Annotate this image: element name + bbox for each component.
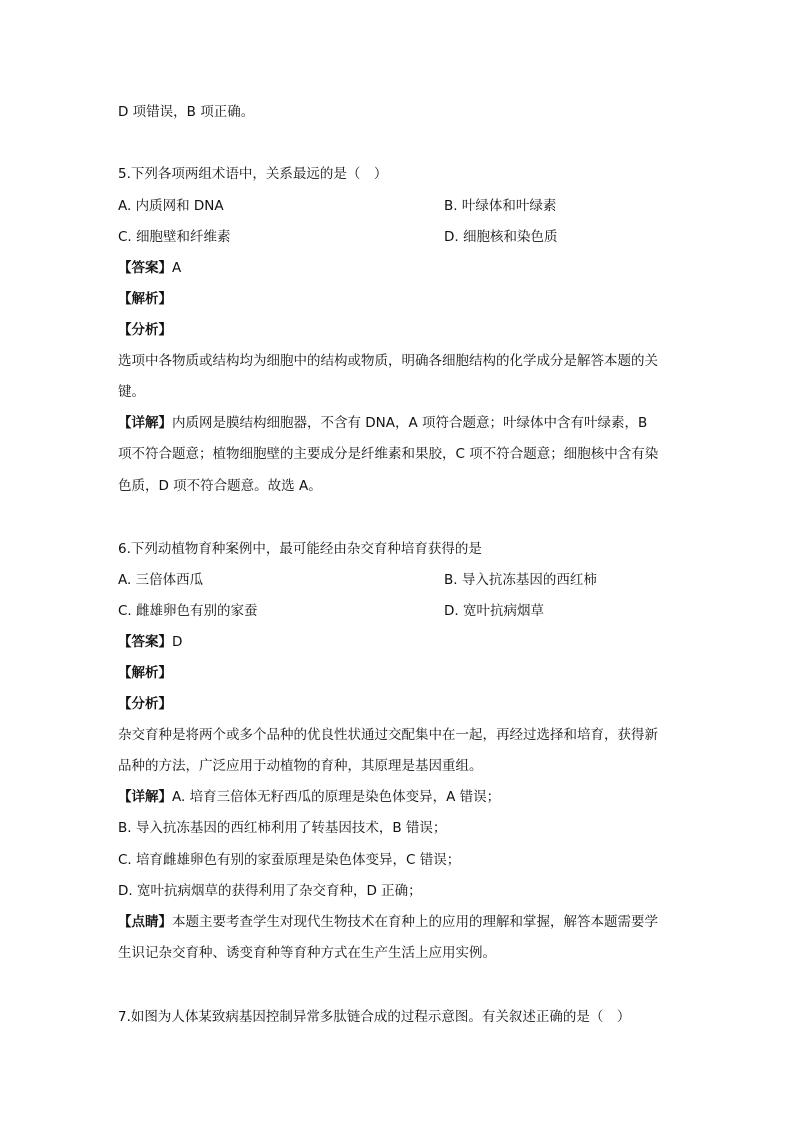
detail-text-1: A. 培育三倍体无籽西瓜的原理是染色体变异，A 错误； xyxy=(172,789,501,805)
q5-detail-text-3: 色质，D 项不符合题意。故选 A。 xyxy=(118,478,322,494)
q5-option-b: B. 叶绿体和叶绿素 xyxy=(444,198,557,214)
q6-fenxi-tag: 【分析】 xyxy=(118,696,172,712)
q5-detail xyxy=(118,413,647,433)
q6-point xyxy=(118,912,658,932)
q5-detail-text-2: 项不符合题意；植物细胞壁的主要成分是纤维素和果胶，C 项不符合题意；细胞核中含有染 xyxy=(118,446,659,462)
q5-fenxi-text-1: 选项中各物质或结构均为细胞中的结构或物质，明确各细胞结构的化学成分是解答本题的关 xyxy=(118,353,658,369)
q6-fenxi-text-2: 品种的方法，广泛应用于动植物的育种，其原理是基因重组。 xyxy=(118,758,483,774)
q6-option-b: B. 导入抗冻基因的西红柿 xyxy=(444,572,597,588)
q5-option-a: A. 内质网和 DNA xyxy=(118,198,224,214)
detail-tag: 【详解】 xyxy=(118,789,172,805)
q6-fenxi-text-1: 杂交育种是将两个或多个品种的优良性状通过交配集中在一起，再经过选择和培育，获得新 xyxy=(118,727,658,743)
answer-value: A xyxy=(172,260,182,276)
q6-detail-text-4: D. 宽叶抗病烟草的获得利用了杂交育种，D 正确； xyxy=(118,883,422,899)
q5-fenxi-tag: 【分析】 xyxy=(118,322,172,338)
q6-stem: 6.下列动植物育种案例中，最可能经由杂交育种培育获得的是 xyxy=(118,541,482,557)
q5-answer xyxy=(118,258,181,278)
q6-option-c: C. 雌雄卵色有别的家蚕 xyxy=(118,603,258,619)
q6-analysis-tag: 【解析】 xyxy=(118,665,172,681)
q5-fenxi-text-2: 键。 xyxy=(118,384,145,400)
intro-line: D 项错误，B 项正确。 xyxy=(118,104,255,120)
q5-stem: 5.下列各项两组术语中，关系最远的是（ ） xyxy=(118,166,388,182)
point-text-1: 本题主要考查学生对现代生物技术在育种上的应用的理解和掌握，解答本题需要学 xyxy=(172,914,658,930)
q6-option-a: A. 三倍体西瓜 xyxy=(118,572,204,588)
q6-answer xyxy=(118,632,182,652)
q5-option-c: C. 细胞壁和纤维素 xyxy=(118,229,231,245)
answer-value: D xyxy=(172,634,183,650)
q6-detail xyxy=(118,787,500,807)
detail-tag: 【详解】 xyxy=(118,415,172,431)
q6-point-text-2: 生识记杂交育种、诱变育种等育种方式在生产生活上应用实例。 xyxy=(118,945,496,961)
q5-analysis-tag: 【解析】 xyxy=(118,291,172,307)
q6-option-d: D. 宽叶抗病烟草 xyxy=(444,603,544,619)
q6-detail-text-3: C. 培育雌雄卵色有别的家蚕原理是染色体变异，C 错误； xyxy=(118,852,461,868)
answer-tag: 【答案】 xyxy=(118,260,172,276)
detail-text-1: 内质网是膜结构细胞器，不含有 DNA，A 项符合题意；叶绿体中含有叶绿素，B xyxy=(172,415,648,431)
point-tag: 【点睛】 xyxy=(118,914,172,930)
q5-option-d: D. 细胞核和染色质 xyxy=(444,229,558,245)
q7-stem: 7.如图为人体某致病基因控制异常多肽链合成的过程示意图。有关叙述正确的是（ ） xyxy=(118,1009,631,1025)
answer-tag: 【答案】 xyxy=(118,634,172,650)
q6-detail-text-2: B. 导入抗冻基因的西红柿利用了转基因技术，B 错误； xyxy=(118,820,447,836)
